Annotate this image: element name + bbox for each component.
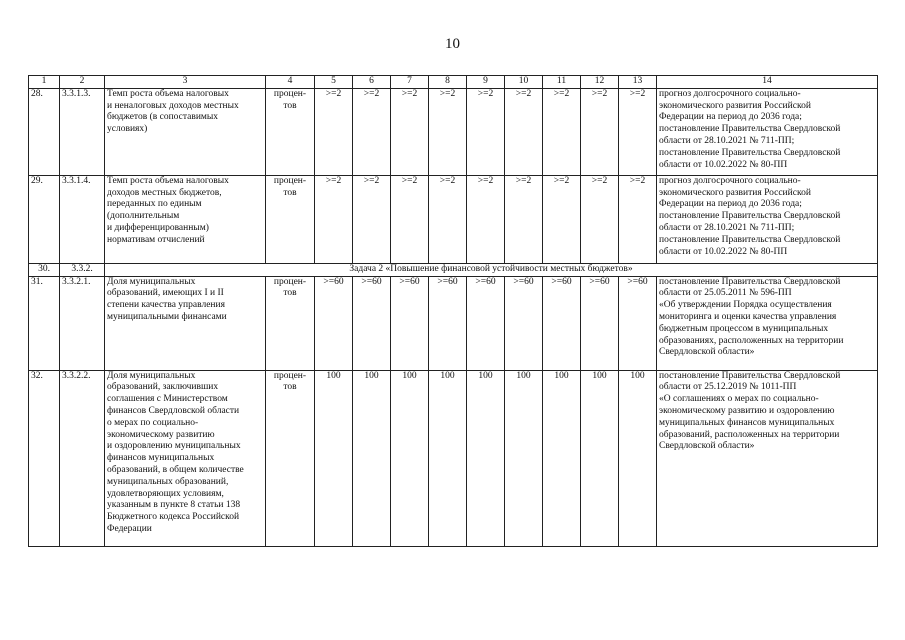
value-cell: >=60 <box>581 276 619 370</box>
unit: процен- тов <box>266 276 315 370</box>
value-cell: >=2 <box>543 175 581 263</box>
value-cell: >=60 <box>429 276 467 370</box>
source-cell: постановление Правительства Свердловской области от 25.05.2011 № 596-ПП «Об утверждении Порядка осуществления мониторинга и оценки качества управления бюджетным процессом в муниципальных образованиях, расположенных на территории Свердловской области» <box>657 276 878 370</box>
header-cell: 14 <box>657 76 878 89</box>
unit: процен- тов <box>266 175 315 263</box>
header-cell: 9 <box>467 76 505 89</box>
indicator-name: Доля муниципальных образований, имеющих I и II степени качества управления муниципальными финансами <box>105 276 266 370</box>
value-cell: >=2 <box>619 88 657 175</box>
header-cell: 5 <box>315 76 353 89</box>
row-number: 29. <box>29 175 60 263</box>
indicator-name: Темп роста объема налоговых и неналоговых доходов местных бюджетов (в сопоставимых условиях) <box>105 88 266 175</box>
value-cell: >=60 <box>353 276 391 370</box>
page-number: 10 <box>445 36 460 52</box>
indicator-name: Темп роста объема налоговых доходов местных бюджетов, переданных по единым (дополнительным и дифференцированным) нормативам отчислений <box>105 175 266 263</box>
value-cell: >=2 <box>581 175 619 263</box>
value-cell: 100 <box>315 370 353 546</box>
table-row <box>29 175 878 263</box>
value-cell: >=2 <box>353 175 391 263</box>
header-cell: 10 <box>505 76 543 89</box>
table-row <box>29 276 878 370</box>
value-cell: 100 <box>429 370 467 546</box>
value-cell: >=2 <box>315 175 353 263</box>
source-cell: прогноз долгосрочного социально- экономического развития Российской Федерации на период до 2036 года; постановление Правительства Свердловской области от 28.10.2021 № 711-ПП; постановление Правительства Свердловской области от 10.02.2022 № 80-ПП <box>657 88 878 175</box>
value-cell: >=2 <box>505 88 543 175</box>
header-cell: 6 <box>353 76 391 89</box>
unit: процен- тов <box>266 370 315 546</box>
table-row <box>29 88 878 175</box>
value-cell: >=60 <box>619 276 657 370</box>
row-code: 3.3.2.2. <box>60 370 105 546</box>
value-cell: 100 <box>543 370 581 546</box>
table-row <box>29 370 878 546</box>
value-cell: >=2 <box>581 88 619 175</box>
header-cell: 8 <box>429 76 467 89</box>
value-cell: 100 <box>353 370 391 546</box>
value-cell: >=2 <box>429 88 467 175</box>
value-cell: >=2 <box>353 88 391 175</box>
row-number: 31. <box>29 276 60 370</box>
value-cell: >=60 <box>315 276 353 370</box>
row-code: 3.3.1.4. <box>60 175 105 263</box>
header-cell: 1 <box>29 76 60 89</box>
value-cell: 100 <box>391 370 429 546</box>
header-cell: 7 <box>391 76 429 89</box>
header-row <box>29 76 878 89</box>
value-cell: >=2 <box>315 88 353 175</box>
indicator-name: Доля муниципальных образований, заключивших соглашения с Министерством финансов Свердловской области о мерах по социально- экономическому развитию и оздоровлению муниципальных финансов муниципальных образований, в общем количестве муниципальных образований, удовлетворяющих условиям, указанным в пункте 8 статьи 138 Бюджетного кодекса Российской Федерации <box>105 370 266 546</box>
value-cell: 100 <box>619 370 657 546</box>
row-code: 3.3.1.3. <box>60 88 105 175</box>
value-cell: 100 <box>467 370 505 546</box>
header-cell: 4 <box>266 76 315 89</box>
row-number: 30. <box>29 263 60 276</box>
header-cell: 3 <box>105 76 266 89</box>
task-title: Задача 2 «Повышение финансовой устойчивости местных бюджетов» <box>105 263 878 276</box>
value-cell: >=2 <box>467 175 505 263</box>
header-cell: 2 <box>60 76 105 89</box>
value-cell: >=2 <box>619 175 657 263</box>
row-code: 3.3.2.1. <box>60 276 105 370</box>
value-cell: 100 <box>581 370 619 546</box>
value-cell: >=2 <box>505 175 543 263</box>
unit: процен- тов <box>266 88 315 175</box>
value-cell: >=2 <box>391 88 429 175</box>
row-number: 32. <box>29 370 60 546</box>
indicators-table <box>28 75 878 547</box>
value-cell: >=2 <box>543 88 581 175</box>
value-cell: >=60 <box>543 276 581 370</box>
header-cell: 13 <box>619 76 657 89</box>
source-cell: прогноз долгосрочного социально- экономического развития Российской Федерации на период до 2036 года; постановление Правительства Свердловской области от 28.10.2021 № 711-ПП; постановление Правительства Свердловской области от 10.02.2022 № 80-ПП <box>657 175 878 263</box>
value-cell: >=60 <box>505 276 543 370</box>
row-number: 28. <box>29 88 60 175</box>
value-cell: >=60 <box>391 276 429 370</box>
task-row <box>29 263 878 276</box>
header-cell: 12 <box>581 76 619 89</box>
value-cell: 100 <box>505 370 543 546</box>
value-cell: >=2 <box>391 175 429 263</box>
value-cell: >=60 <box>467 276 505 370</box>
row-code: 3.3.2. <box>60 263 105 276</box>
value-cell: >=2 <box>429 175 467 263</box>
source-cell: постановление Правительства Свердловской области от 25.12.2019 № 1011-ПП «О соглашениях о мерах по социально- экономическому развитию и оздоровлению муниципальных финансов муниципальных образований, расположенных на территории Свердловской области» <box>657 370 878 546</box>
value-cell: >=2 <box>467 88 505 175</box>
header-cell: 11 <box>543 76 581 89</box>
